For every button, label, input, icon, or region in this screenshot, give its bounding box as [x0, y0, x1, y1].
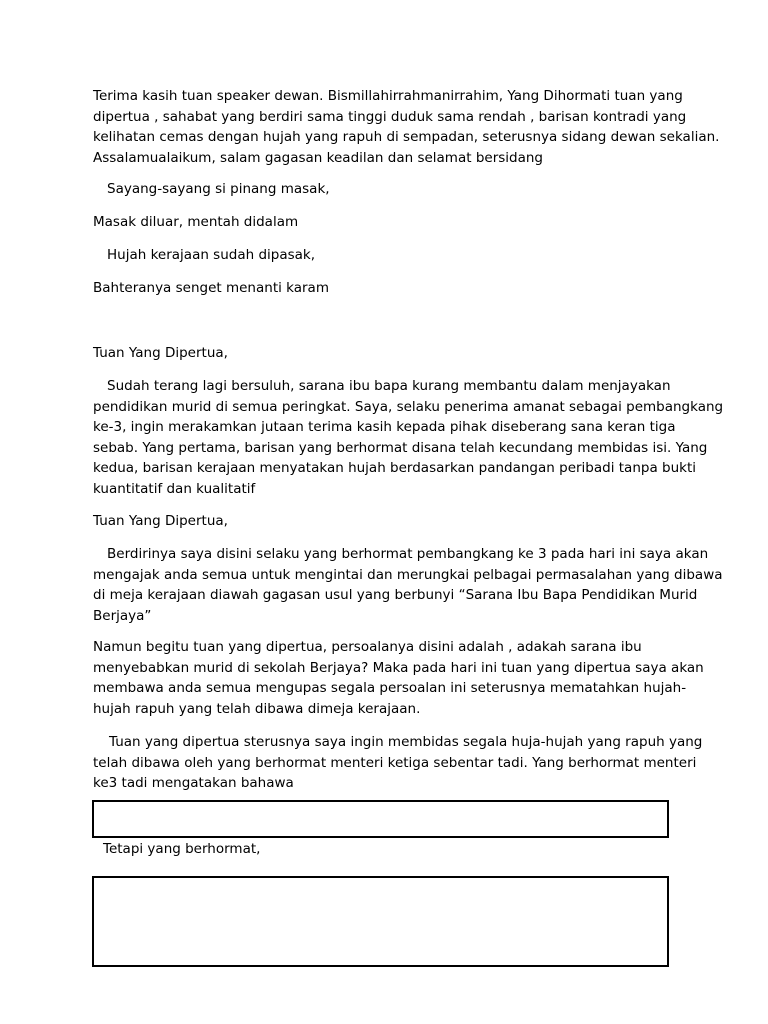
text-line: Berdirinya saya disini selaku yang berhormat pembangkang ke 3 pada hari ini saya akan — [107, 546, 709, 562]
text-line: mengajak anda semua untuk mengintai dan merungkai pelbagai permasalahan yang dibawa — [93, 566, 723, 583]
address-heading: Tuan Yang Dipertua, — [93, 513, 228, 529]
text-line: kedua, barisan kerajaan menyatakan hujah berdasarkan pandangan peribadi tanpa bukti — [93, 460, 696, 477]
answer-box-small — [92, 800, 669, 838]
text-line: Assalamualaikum, salam gagasan keadilan dan selamat bersidang — [93, 149, 543, 166]
text-line: Berjaya” — [93, 607, 152, 624]
argument-paragraph-1 — [93, 376, 724, 500]
argument-paragraph-3 — [93, 637, 704, 719]
pantun-line-3: Hujah kerajaan sudah dipasak, — [107, 247, 316, 263]
text-line: Terima kasih tuan speaker dewan. Bismillahirrahmanirrahim, Yang Dihormati tuan yang — [93, 88, 683, 104]
address-heading: Tuan Yang Dipertua, — [93, 345, 228, 361]
text-line: sebab. Yang pertama, barisan yang berhormat disana telah kecundang membidas isi. Yang — [93, 439, 708, 456]
text-line: kuantitatif dan kualitatif — [93, 480, 256, 497]
pantun-line-2: Masak diluar, mentah didalam — [93, 214, 299, 230]
pantun-line-4: Bahteranya senget menanti karam — [93, 280, 329, 296]
text-line: hujah rapuh yang telah dibawa dimeja kerajaan. — [93, 700, 421, 717]
argument-paragraph-2 — [93, 544, 723, 626]
text-line: Tuan yang dipertua sterusnya saya ingin membidas segala huja-hujah yang rapuh yang — [109, 734, 703, 750]
text-line: ke-3, ingin merakamkan jutaan terima kasih kepada pihak diseberang sana keran tiga — [93, 419, 676, 436]
text-line: membawa anda semua mengupas segala persoalan ini seterusnya mematahkan hujah- — [93, 680, 687, 697]
text-line: ke3 tadi mengatakan bahawa — [93, 775, 294, 792]
rebuttal-label: Tetapi yang berhormat, — [103, 841, 261, 857]
text-line: dipertua , sahabat yang berdiri sama tinggi duduk sama rendah , barisan kontradi yang — [93, 108, 687, 125]
answer-box-large — [92, 876, 669, 967]
pantun-line-1: Sayang-sayang si pinang masak, — [107, 181, 330, 197]
intro-paragraph — [93, 86, 720, 168]
text-line: kelihatan cemas dengan hujah yang rapuh di sempadan, seterusnya sidang dewan sekalian. — [93, 129, 720, 146]
argument-paragraph-4 — [93, 732, 703, 794]
text-line: Sudah terang lagi bersuluh, sarana ibu bapa kurang membantu dalam menjayakan — [107, 378, 671, 394]
text-line: menyebabkan murid di sekolah Berjaya? Maka pada hari ini tuan yang dipertua saya akan — [93, 659, 704, 676]
text-line: pendidikan murid di semua peringkat. Saya, selaku penerima amanat sebagai pembangkang — [93, 398, 724, 415]
text-line: Namun begitu tuan yang dipertua, persoalanya disini adalah , adakah sarana ibu — [93, 639, 642, 655]
text-line: telah dibawa oleh yang berhormat menteri ketiga sebentar tadi. Yang berhormat menteri — [93, 754, 697, 771]
text-line: di meja kerajaan diawah gagasan usul yang berbunyi “Sarana Ibu Bapa Pendidikan Murid — [93, 587, 698, 604]
